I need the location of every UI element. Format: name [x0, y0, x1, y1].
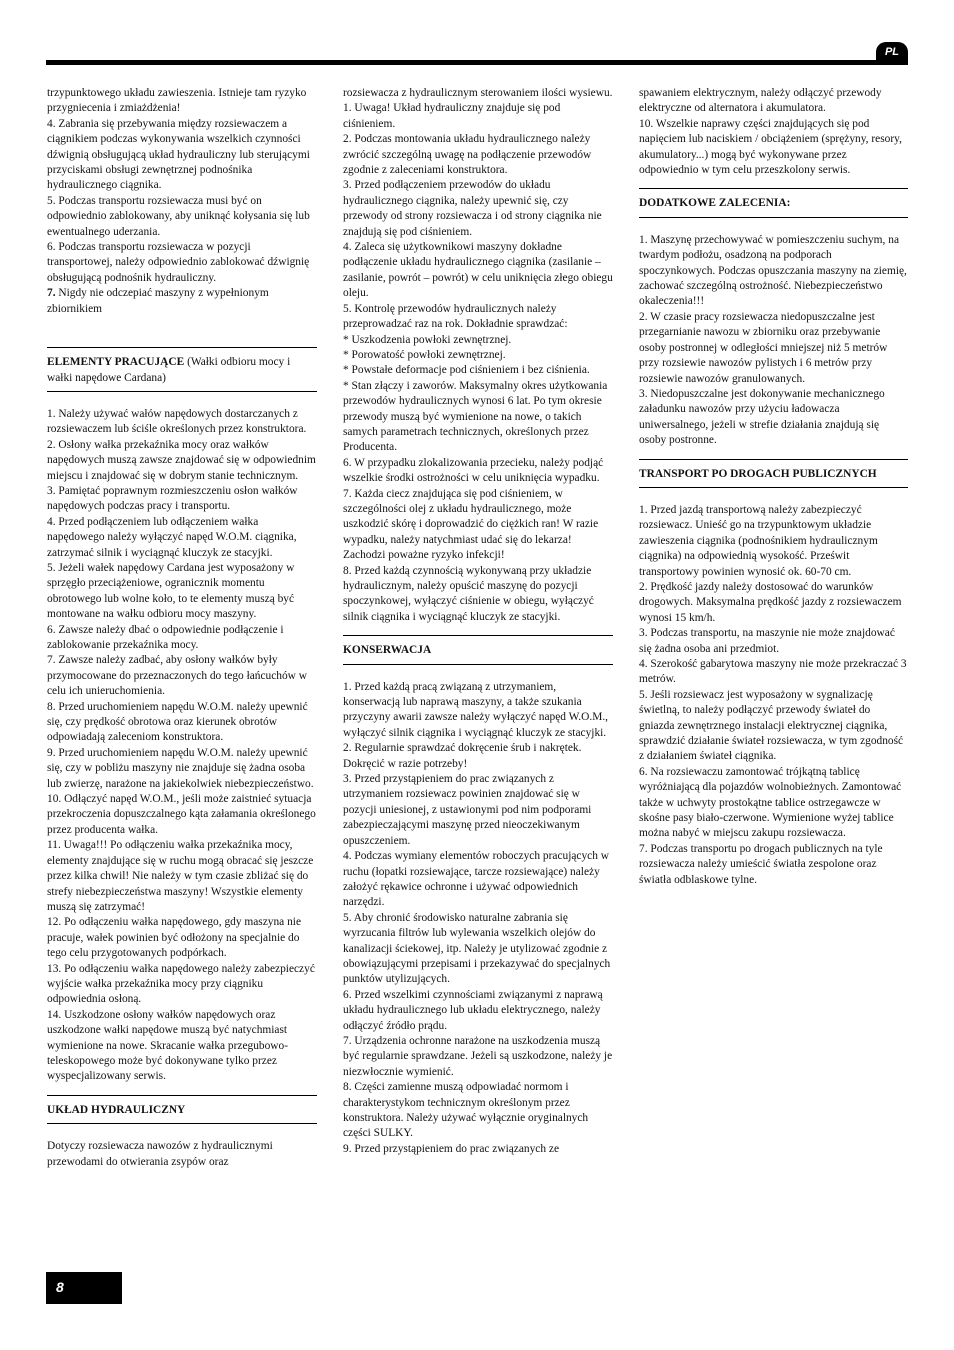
- list-item: 8. Przed każdą czynnością wykonywaną przy układzie hydraulicznym, należy opuścić maszynę do pozycji spoczynkowej, wyłączyć ciśnienie w obiegu, wyłączyć silnik ciągnika i wyciągnąć kluczyk ze stacyjki.: [343, 564, 594, 623]
- section-heading-maintenance: [343, 635, 613, 664]
- section-title: ELEMENTY PRACUJĄCE: [47, 356, 185, 369]
- list-item: 2. Prędkość jazdy należy dostosować do warunków drogowych. Maksymalna prędkość jazdy z rozsiewaczem wynosi 15 km/h.: [639, 580, 902, 624]
- list-item: 4. Zaleca się użytkownikowi maszyny dokładne podłączenie układu hydraulicznego ciągnika (zasilanie – zasilanie, powrót – powrót) w celu uniknięcia złego obiegu oleju.: [343, 241, 613, 300]
- list-item: * Uszkodzenia powłoki zewnętrznej.: [343, 333, 512, 346]
- list-item: 4. Zabrania się przebywania między rozsiewaczem a ciągnikiem podczas wykonywania wszelkich czynności dźwignią obsługującą układ hydrauliczny lub sterującymi przyciskami obsługi zewnętrznej podnośnika hydraulicznego ciągnika.: [47, 117, 310, 192]
- list-item: 6. Podczas transportu rozsiewacza w pozycji transportowej, należy odpowiednio zablokować dźwignię obsługującą podnośnik hydrauliczny.: [47, 241, 310, 284]
- section-title: KONSERWACJA: [343, 644, 432, 657]
- list-item: 8. Przed uruchomieniem napędu W.O.M. należy upewnić się, czy prędkość obrotowa oraz kierunek obrotów odpowiadają zaleceniom konstruktora.: [47, 700, 308, 744]
- list-item: 5. Kontrolę przewodów hydraulicznych należy przeprowadzać raz na rok. Dokładnie sprawdzać:: [343, 302, 568, 331]
- paragraph: spawaniem elektrycznym, należy odłączyć przewody elektryczne od alternatora i akumulatora.: [639, 87, 882, 115]
- list-item: 9. Przed uruchomieniem napędu W.O.M. należy upewnić się, czy w pobliżu maszyny nie znajduje się żadna osoba lub zwierzę, narażone na jakiekolwiek niebezpieczeństwo.: [47, 746, 314, 790]
- list-item: 6. W przypadku zlokalizowania przecieku, należy podjąć wszelkie środki ostrożności w celu uniknięcia wypadku.: [343, 456, 604, 485]
- column-1: [47, 86, 317, 1170]
- list-item: 6. Zawsze należy dbać o odpowiednie podłączenie i zablokowanie przekaźnika mocy.: [47, 623, 284, 651]
- header-rule: [46, 60, 908, 65]
- list-item: 7. Zawsze należy zadbać, aby osłony wałków były przymocowane do przeznaczonych do tego łańcuchów w celu ich unieruchomienia.: [47, 654, 307, 698]
- list-item: 2. Podczas montowania układu hydraulicznego należy zwrócić szczególną uwagę na podłączenie przewodów zgodnie z zaleceniami konstruktora.: [343, 133, 592, 177]
- list-item: * Porowatość powłoki zewnętrznej.: [343, 348, 506, 361]
- list-item: 1. Maszynę przechowywać w pomieszczeniu suchym, na twardym podłożu, osadzoną na podporach spoczynkowych. Podczas opuszczania maszyny na ziemię, zachować szczególną ostrożność. Niebezpieczeństwo okaleczenia!!!: [639, 233, 907, 308]
- section-title: TRANSPORT PO DROGACH PUBLICZNYCH: [639, 467, 877, 480]
- section-title: DODATKOWE ZALECENIA:: [639, 197, 791, 210]
- list-item: 8. Części zamienne muszą odpowiadać normom i charakterystykom technicznym określonym przez konstruktora. Należy używać wyłącznie oryginalnych części SULKY.: [343, 1081, 589, 1140]
- list-item: 3. Przed przystąpieniem do prac związanych z utrzymaniem rozsiewacz powinien znajdować się w pozycji uniesionej, z ustawionymi pod nim podporami zabezpieczającymi maszynę przed nieoczekiwanym opuszczeniem.: [343, 773, 592, 847]
- paragraph: trzypunktowego układu zawieszenia. Istnieje tam ryzyko przygniecenia i zmiażdżenia!: [47, 87, 307, 115]
- list-item: 7. Urządzenia ochronne narażone na uszkodzenia muszą być regularnie sprawdzane. Jeżeli są uszkodzone, należy je niezwłocznie wymienić.: [343, 1034, 613, 1078]
- paragraph: rozsiewacza z hydraulicznym sterowaniem ilości wysiewu.: [343, 87, 613, 99]
- list-item: 4. Podczas wymiany elementów roboczych pracujących w ruchu (łopatki rozsiewające, tarcze rozsiewające) należy założyć rękawice ochronne i używać odpowiednich narzędzi.: [343, 850, 610, 909]
- list-number: 7.: [47, 287, 56, 300]
- section-heading-working-elements: [47, 347, 317, 392]
- list-item: 10. Odłączyć napęd W.O.M., jeśli może zaistnieć sytuacja przekroczenia dopuszczalnego kąta załamania określonego przez producenta wałka.: [47, 793, 316, 836]
- list-item: 7. Podczas transportu po drogach publicznych na tyle rozsiewacza należy umieścić światła zespolone oraz światła odblaskowe tylne.: [639, 842, 883, 886]
- list-item: 9. Przed przystąpieniem do prac związanych ze: [343, 1142, 560, 1155]
- list-item: 12. Po odłączeniu wałka napędowego, gdy maszyna nie pracuje, wałek powinien być odłożony na specjalnie do tego celu przygotowanych podpórkach.: [47, 916, 301, 960]
- list-item: 1. Uwaga! Układ hydrauliczny znajduje się pod ciśnieniem.: [343, 102, 561, 130]
- section-heading-hydraulics: [47, 1095, 317, 1124]
- list-text: Nigdy nie odczepiać maszyny z wypełnionym zbiornikiem: [47, 287, 269, 315]
- list-item: 2. Regularnie sprawdzać dokręcenie śrub i nakrętek. Dokręcić w razie potrzeby!: [343, 742, 582, 770]
- section-heading-additional-recommendations: [639, 188, 908, 217]
- list-item: 2. Osłony wałka przekaźnika mocy oraz wałków napędowych muszą zawsze znajdować się w odpowiednim miejscu i znajdować się w dobrym stanie technicznym.: [47, 438, 316, 482]
- list-item: 10. Wszelkie naprawy części znajdujących się pod napięciem lub naciskiem / obciążeniem (sprężyny, resory, akumulatory...) mogą być wykonywane przez odpowiednio w tym celu przeszkolony serwis.: [639, 117, 902, 177]
- list-item: * Powstałe deformacje pod ciśnieniem i bez ciśnienia.: [343, 364, 590, 377]
- list-item: 3. Przed podłączeniem przewodów do układu hydraulicznego ciągnika, należy upewnić się, czy przewody od strony rozsiewacza i od strony ciągnika nie znajdują się pod ciśnieniem.: [343, 179, 602, 238]
- section-heading-road-transport: [639, 459, 908, 488]
- list-item: 6. Przed wszelkimi czynnościami związanymi z naprawą układu hydraulicznego lub układu elektrycznego, należy odłączyć źródło prądu.: [343, 988, 603, 1032]
- list-item: [47, 286, 317, 317]
- list-item: 14. Uszkodzone osłony wałków napędowych oraz uszkodzone wałki napędowe muszą być natychmiast wymienione na nowe. Skracanie wałka przegubowo-teleskopowego może być dokonywane tylko przez wyspecjalizowany serwis.: [47, 1008, 289, 1083]
- section-title: UKŁAD HYDRAULICZNY: [47, 1103, 186, 1116]
- section-subtitle: (Wałki odbioru mocy i wałki napędowe Cardana): [47, 356, 291, 384]
- list-item: 1. Przed jazdą transportową należy zabezpieczyć rozsiewacz. Unieść go na trzypunktowym układzie zawieszenia ciągnika (podnośnikiem hydraulicznym ciągnika) na odpowiednią wysokość. Prześwit transportowy powinien wynosić ok. 60-70 cm.: [639, 503, 878, 578]
- list-item: 7. Każda ciecz znajdująca się pod ciśnieniem, w szczególności olej z układu hydraulicznego, może uszkodzić skórę i doprowadzić do ciężkich ran! W razie wypadku, należy natychmiast udać się do lekarza! Zachodzi poważne ryzyko infekcji!: [343, 487, 599, 562]
- list-item: 5. Podczas transportu rozsiewacza musi być on odpowiednio zablokowany, aby uniknąć kołysania się lub ewentualnego uderzania.: [47, 194, 310, 238]
- paragraph: Dotyczy rozsiewacza nawozów z hydraulicznymi przewodami do otwierania zsypów oraz: [47, 1140, 273, 1168]
- list-item: 1. Należy używać wałów napędowych dostarczanych z rozsiewaczem lub ściśle określonych przez konstruktora.: [47, 407, 307, 436]
- list-item: 4. Przed podłączeniem lub odłączeniem wałka napędowego należy wyłączyć napęd W.O.M. ciągnika, zatrzymać silnik i wyciągnąć kluczyk ze stacyjki.: [47, 515, 297, 559]
- page-number: 8: [46, 1272, 122, 1304]
- column-3: [639, 86, 908, 888]
- list-item: 13. Po odłączeniu wałka napędowego należy zabezpieczyć wyjście wałka przekaźnika mocy przy ciągniku odpowiednia osłoną.: [47, 962, 315, 1006]
- list-item: * Stan złączy i zaworów. Maksymalny okres użytkowania przewodów hydraulicznych wynosi 6 lat. Po tym okresie przewody muszą być wymienione na nowe, o takich samych parametrach technicznych, określonych przez Producenta.: [343, 379, 608, 454]
- list-item: 5. Jeżeli wałek napędowy Cardana jest wyposażony w sprzęgło przeciążeniowe, ogranicznik momentu obrotowego lub wolne koło, to te elementy muszą być montowane na wałku odbioru mocy maszyny.: [47, 561, 295, 621]
- list-item: 1. Przed każdą pracą związaną z utrzymaniem, konserwacją lub naprawą maszyny, a także szukania przyczyny awarii zawsze należy wyłączyć napęd W.O.M., wyłączyć silnik ciągnika i wyciągnąć kluczyk ze stacyjki.: [343, 680, 609, 739]
- column-2: [343, 86, 613, 1157]
- language-badge: PL: [876, 42, 908, 62]
- list-item: 3. Niedopuszczalne jest dokonywanie mechanicznego załadunku nawozów przy użyciu ładowacza uniwersalnego, jeżeli w strefie działania znajdują się osoby postronne.: [639, 387, 885, 447]
- list-item: 4. Szerokość gabarytowa maszyny nie może przekraczać 3 metrów.: [639, 658, 907, 686]
- list-item: 11. Uwaga!!! Po odłączeniu wałka przekaźnika mocy, elementy znajdujące się w ruchu mogą obracać się jeszcze przez kilka chwil! Nie należy w tym czasie zbliżać się do strefy niebezpieczeństwa maszyny! Wszystkie elementy muszą się zatrzymać!: [47, 839, 314, 913]
- list-item: 5. Jeśli rozsiewacz jest wyposażony w sygnalizację świetlną, to należy podłączyć przewody świateł do gniazda zewnętrznego instalacji elektrycznej ciągnika, sprawdzić działanie świateł rozsiewacza, w tym zgodność z działaniem świateł ciągnika.: [639, 688, 904, 763]
- list-item: 6. Na rozsiewaczu zamontować trójkątną tablicę wyróżniającą dla pojazdów wolnobieżnych. Zamontować także w uchwyty prostokątne tablice ostrzegawcze w skośne pasy biało-czerwone. Wymienione wyżej tablice można nabyć w miejscu zakupu rozsiewacza.: [639, 765, 902, 840]
- list-item: 5. Aby chronić środowisko naturalne zabrania się wyrzucania filtrów lub wylewania wszelkich olejów do kanalizacji ściekowej, itp. Należy je utylizować zgodnie z obowiązującymi przepisami i przekazywać do specjalnych punktów utylizujących.: [343, 911, 611, 986]
- list-item: 2. W czasie pracy rozsiewacza niedopuszczalne jest przegarnianie nawozu w zbiorniku oraz przebywanie osoby postronnej w odległości mniejszej niż 5 metrów przy rozsiewie nawozów pylistych i 6 metrów przy rozsiewie nawozów granulowanych.: [639, 310, 888, 385]
- list-item: 3. Podczas transportu, na maszynie nie może znajdować się żadna osoba ani przedmiot.: [639, 627, 895, 655]
- list-item: 3. Pamiętać poprawnym rozmieszczeniu osłon wałków napędowych podczas pracy i transportu.: [47, 484, 298, 513]
